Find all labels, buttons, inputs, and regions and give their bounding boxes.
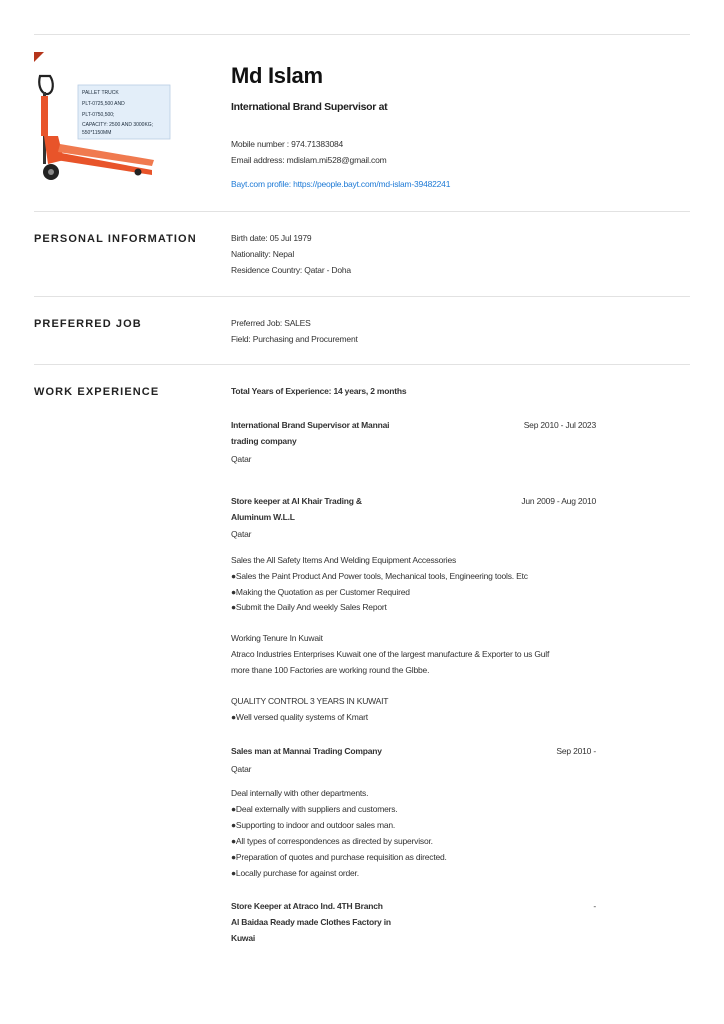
nationality: Nationality: Nepal (231, 249, 295, 259)
residence-country: Residence Country: Qatar - Doha (231, 265, 351, 275)
job-location: Qatar (231, 764, 252, 774)
profile-photo (34, 52, 174, 187)
job-description-line: ●Well versed quality systems of Kmart (231, 712, 368, 722)
preferred-job-title: PREFERRED JOB (34, 318, 142, 330)
bayt-profile-link[interactable]: Bayt.com profile: https://people.bayt.com/md-islam-39482241 (231, 179, 451, 189)
photo-caption-4: CAPACITY: 2500 AND 3000KG; (82, 122, 154, 128)
job-description-line: ●Supporting to indoor and outdoor sales man. (231, 820, 396, 830)
email-address: Email address: mdislam.mi528@gmail.com (231, 155, 387, 165)
divider-personal (34, 296, 690, 297)
job-title-line: Sales man at Mannai Trading Company (231, 746, 382, 756)
job-description-line: ●Locally purchase for against order. (231, 868, 359, 878)
job-description-line: Atraco Industries Enterprises Kuwait one of the largest manufacture & Exporter to us Gulf (231, 649, 550, 659)
job-title-line: trading company (231, 436, 297, 446)
preferred-field: Field: Purchasing and Procurement (231, 334, 358, 344)
job-description-line: ●Sales the Paint Product And Power tools, Mechanical tools, Engineering tools. Etc (231, 571, 528, 581)
job-description-line: ●Submit the Daily And weekly Sales Report (231, 602, 387, 612)
divider-preferred (34, 364, 690, 365)
work-experience-title: WORK EXPERIENCE (34, 386, 160, 398)
photo-caption-1: PALLET TRUCK (82, 90, 119, 96)
photo-caption-5: 550*1150MM (82, 130, 112, 136)
job-dates: Jun 2009 - Aug 2010 (521, 496, 596, 506)
job-description-line: more thane 100 Factories are working round the Glbbe. (231, 665, 430, 675)
job-description-line: ●All types of correspondences as directed by supervisor. (231, 836, 433, 846)
job-location: Qatar (231, 454, 252, 464)
photo-caption-3: PLT-0750,500; (82, 112, 115, 118)
pallet-truck-image (34, 52, 174, 187)
photo-caption-2: PLT-0725,500 AND (82, 101, 125, 107)
job-dates: - (593, 901, 596, 911)
job-dates: Sep 2010 - Jul 2023 (523, 420, 596, 430)
job-title-line: Al Baidaa Ready made Clothes Factory in (231, 917, 391, 927)
job-dates: Sep 2010 - (556, 746, 596, 756)
top-divider (34, 34, 690, 35)
candidate-name: Md Islam (231, 63, 323, 88)
job-title-line: International Brand Supervisor at Mannai (231, 420, 390, 430)
job-description-line: ●Deal externally with suppliers and customers. (231, 804, 398, 814)
birth-date: Birth date: 05 Jul 1979 (231, 233, 312, 243)
total-experience: Total Years of Experience: 14 years, 2 months (231, 386, 407, 396)
mobile-number: Mobile number : 974.71383084 (231, 139, 344, 149)
job-description-line: ●Making the Quotation as per Customer Required (231, 587, 410, 597)
job-description-line: ●Preparation of quotes and purchase requisition as directed. (231, 852, 447, 862)
divider-header (34, 211, 690, 212)
job-description-line: QUALITY CONTROL 3 YEARS IN KUWAIT (231, 696, 389, 706)
job-description-line: Working Tenure In Kuwait (231, 633, 323, 643)
job-title-line: Kuwai (231, 933, 256, 943)
candidate-headline: International Brand Supervisor at (231, 101, 388, 113)
preferred-job: Preferred Job: SALES (231, 318, 311, 328)
job-title-line: Aluminum W.L.L (231, 512, 295, 522)
job-location: Qatar (231, 529, 252, 539)
job-description-line: Deal internally with other departments. (231, 788, 369, 798)
job-title-line: Store Keeper at Atraco Ind. 4TH Branch (231, 901, 383, 911)
personal-info-title: PERSONAL INFORMATION (34, 233, 197, 245)
job-title-line: Store keeper at Al Khair Trading & (231, 496, 362, 506)
job-description-line: Sales the All Safety Items And Welding Equipment Accessories (231, 555, 457, 565)
